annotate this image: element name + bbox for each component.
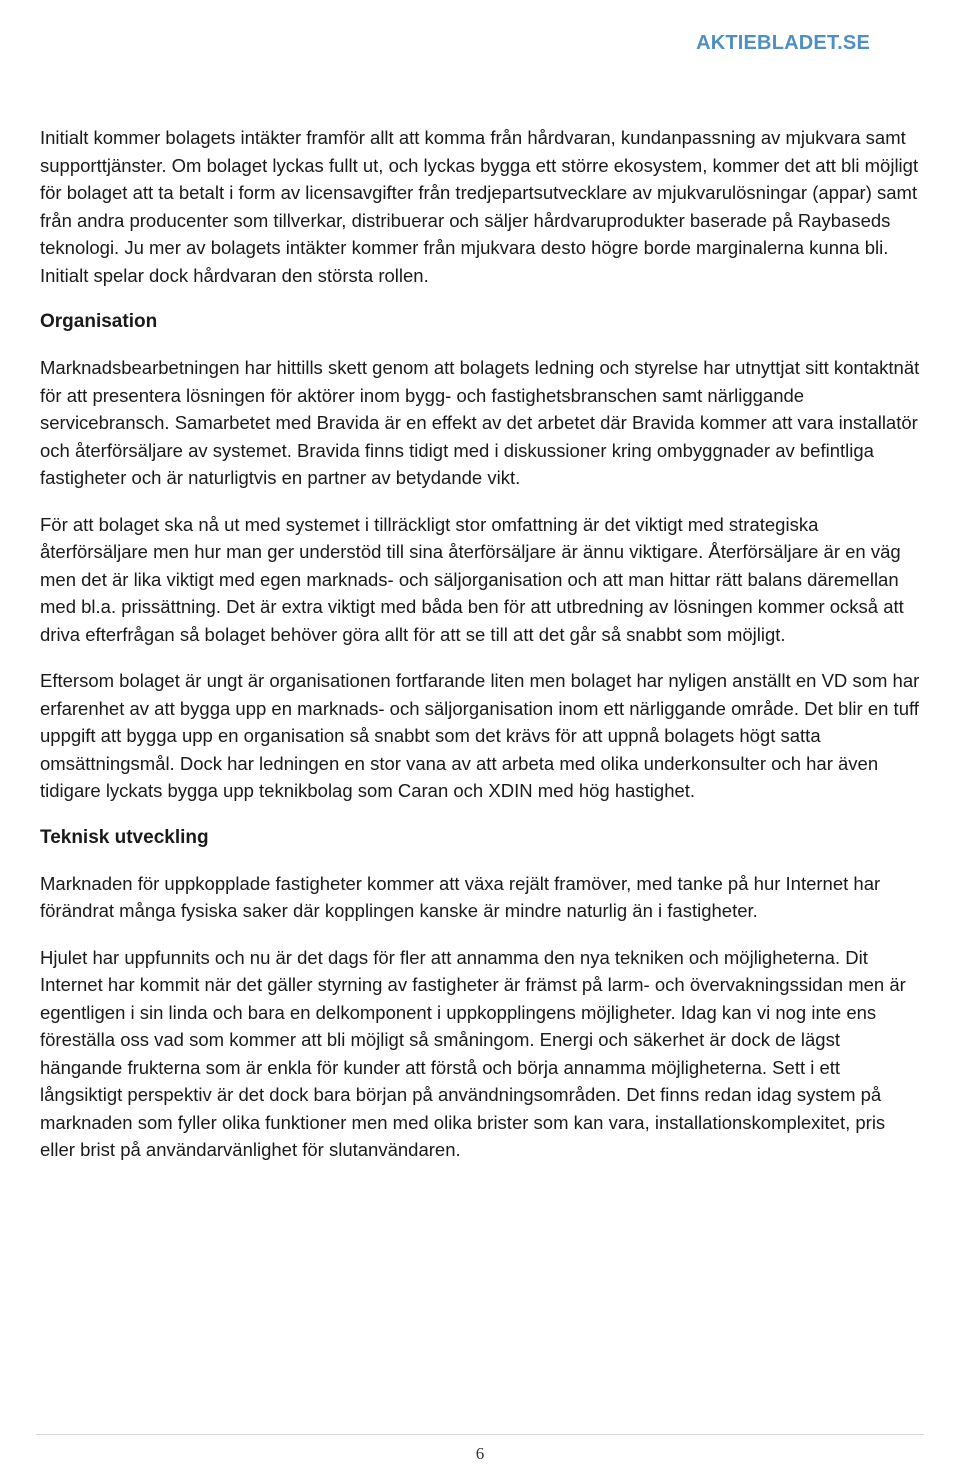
paragraph-wheel-invented: Hjulet har uppfunnits och nu är det dags för fler att annamma den nya tekniken och möjligheterna. Dit Internet har kommit när det gäller styrning av fastigheter är främst på larm- och övervakningssidan men är egentligen i sin linda och bara en delkomponent i uppkopplingens möjligheter. Idag kan vi nog inte ens föreställa oss vad som kommer att bli möjligt så småningom. Energi och säkerhet är dock de lägst hängande frukterna som är enkla för kunder att förstå och börja annamma möjligheterna. Sett i ett långsiktigt perspektiv är det dock bara början på användningsområden. Det finns redan idag system på marknaden som fyller olika funktioner men med olika brister som kan vara, installationskomplexitet, pris eller brist på användarvänlighet för slutanvändaren. (40, 946, 906, 1160)
paragraph-resellers: För att bolaget ska nå ut med systemet i tillräckligt stor omfattning är det viktigt med strategiska återförsäljare men hur man ger understöd till sina återförsäljare är ännu viktigare. Återförsäljare är en väg men det är lika viktigt med egen marknads- och säljorganisation och att man hittar rätt balans däremellan med bl.a. prissättning. Det är extra viktigt med båda ben för att utbredning av lösningen kommer också att driva efterfrågan så bolaget behöver göra allt för att se till att det går så snabbt som möjligt. (40, 513, 904, 645)
site-brand: AKTIEBLADET.SE (696, 32, 870, 54)
paragraph-market: Marknaden för uppkopplade fastigheter kommer att växa rejält framöver, med tanke på hur Internet har förändrat många fysiska saker där kopplingen kanske är mindre naturlig än i fastigheter. (40, 872, 881, 921)
footer-divider (36, 1434, 924, 1435)
paragraph-organisation-size: Eftersom bolaget är ungt är organisationen fortfarande liten men bolaget har nyligen anställt en VD som har erfarenhet av att bygga upp en marknads- och säljorganisation inom ett närliggande område. Det blir en tuff uppgift att bygga upp en organisation så snabbt som det krävs för att uppnå bolagets högt satta omsättningsmål. Dock har ledningen en stor vana av att arbeta med olika underkonsulter och har även tidigare lyckats bygga upp teknikbolag som Caran och XDIN med hög hastighet. (40, 670, 920, 801)
paragraph-marketing: Marknadsbearbetningen har hittills skett genom att bolagets ledning och styrelse har utnyttjat sitt kontaktnät för att presentera lösningen för aktörer inom bygg- och fastighetsbranschen samt närliggande servicebransch. Samarbetet med Bravida är en effekt av det arbetet där Bravida kommer att vara installatör och återförsäljare av systemet. Bravida finns tidigt med i diskussioner kring ombyggnader av befintliga fastigheter och är naturligtvis en partner av betydande vikt. (40, 357, 920, 488)
heading-organisation: Organisation (40, 311, 158, 332)
page-number: 6 (475, 1444, 485, 1463)
heading-technical-development: Teknisk utveckling (40, 826, 209, 848)
paragraph-revenue: Initialt kommer bolagets intäkter framför allt att komma från hårdvaran, kundanpassning av mjukvara samt supporttjänster. Om bolaget lyckas fullt ut, och lyckas bygga ett större ekosystem, kommer det att bli möjligt för bolaget att ta betalt i form av licensavgifter från tredjepartsutvecklare av mjukvarulösningar (appar) samt från andra producenter som tillverkar, distribuerar och säljer hårdvaruprodukter baserade på Raybaseds teknologi. Ju mer av bolagets intäkter kommer från mjukvara desto högre borde marginalerna kunna bli. Initialt spelar dock hårdvaran den största rollen. (40, 127, 919, 286)
article-body (40, 124, 920, 1183)
